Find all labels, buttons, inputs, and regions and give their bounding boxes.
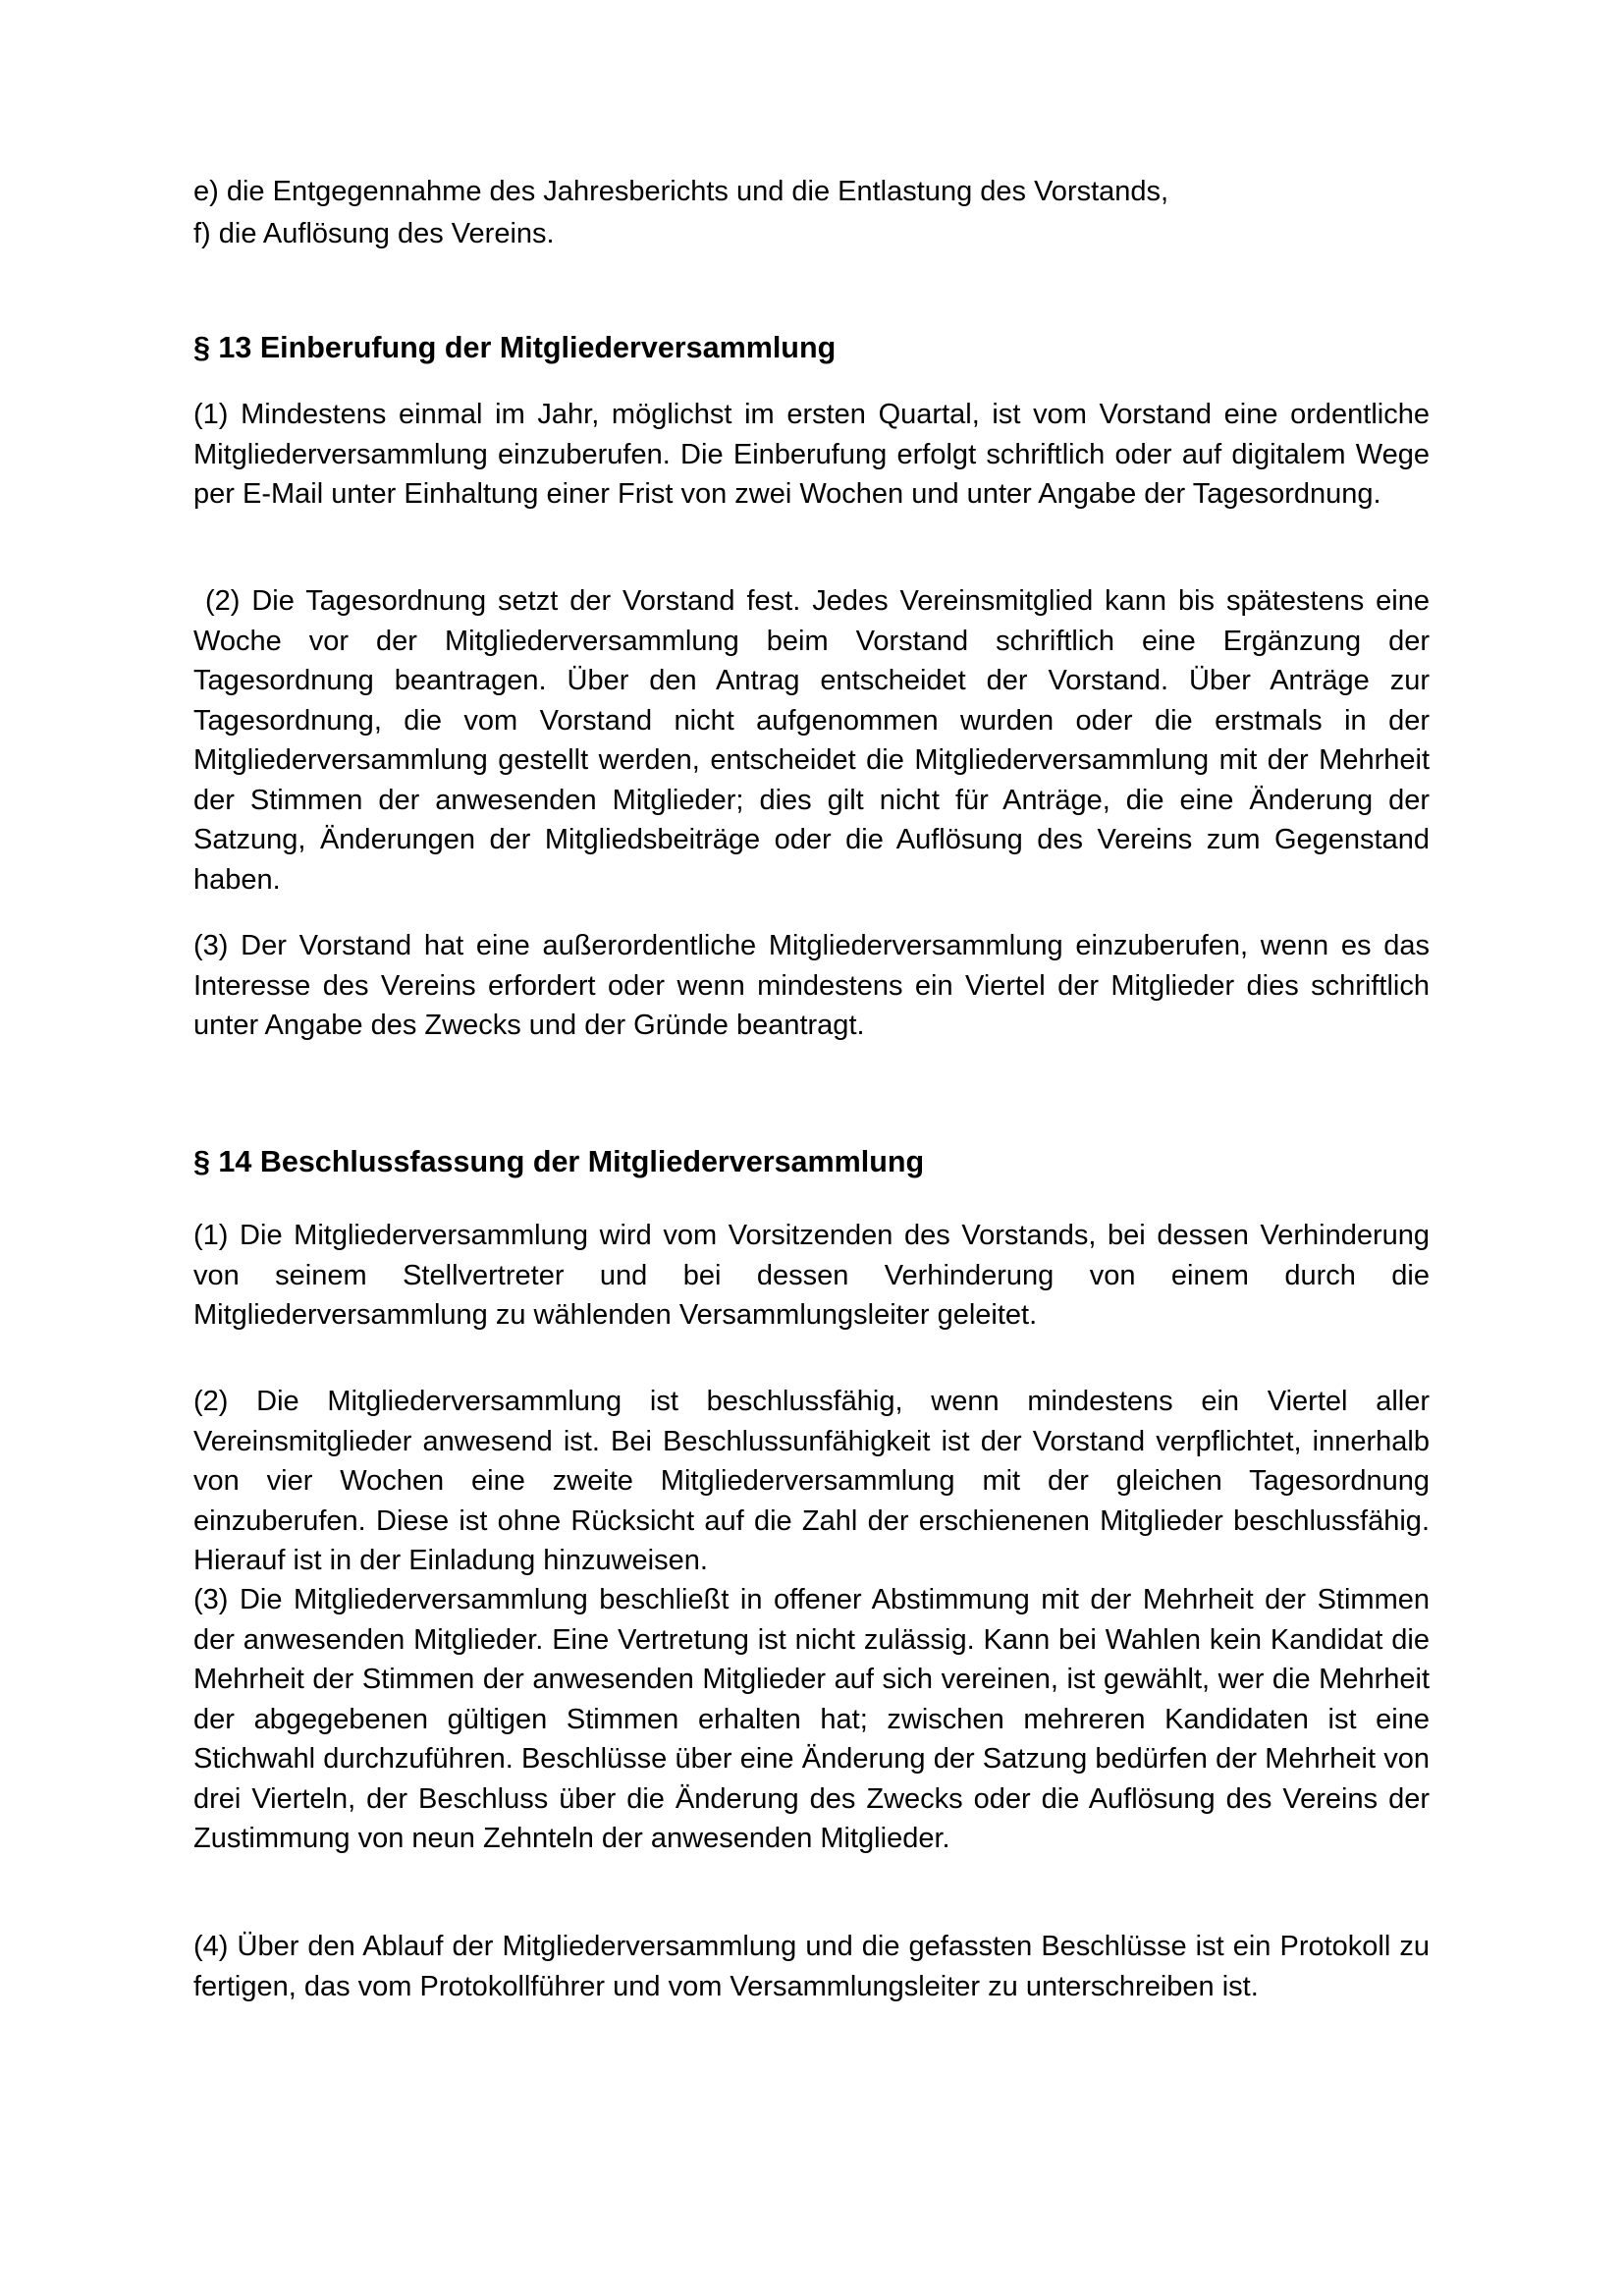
section-14-paragraph-1: (1) Die Mitgliederversammlung wird vom Vorsitzenden des Vorstands, bei dessen Verhinderung von seinem Stellvertreter und bei dessen Verhinderung von einem durch die Mitgliederversammlung zu wählenden Versammlungsleiter geleitet. [193,1220,1430,1331]
list-item-f: f) die Auflösung des Vereins. [193,218,555,249]
section-14-paragraph-3: (3) Die Mitgliederversammlung beschließt in offener Abstimmung mit der Mehrheit der Stimmen der anwesenden Mitglieder. Eine Vertretung ist nicht zulässig. Kann bei Wahlen kein Kandidat die Mehrheit der Stimmen der anwesenden Mitglieder auf sich vereinen, ist gewählt, wer die Mehrheit der abgegebenen gültigen Stimmen erhalten hat; zwischen mehreren Kandidaten ist eine Stichwahl durchzuführen. Beschlüsse über eine Änderung der Satzung bedürfen der Mehrheit von drei Vierteln, der Beschluss über die Änderung des Zwecks oder die Auflösung des Vereins der Zustimmung von neun Zehnteln der anwesenden Mitglieder. [193,1584,1430,1854]
section-heading-14: § 14 Beschlussfassung der Mitgliederversammlung [193,1145,925,1178]
section-13-paragraph-1: (1) Mindestens einmal im Jahr, möglichst im ersten Quartal, ist vom Vorstand eine ordentliche Mitgliederversammlung einzuberufen. Die Einberufung erfolgt schriftlich oder auf digitalem Wege per E-Mail unter Einhaltung einer Frist von zwei Wochen und unter Angabe der Tagesordnung. [193,399,1430,510]
section-14-paragraph-2: (2) Die Mitgliederversammlung ist beschlussfähig, wenn mindestens ein Viertel aller Vereinsmitglieder anwesend ist. Bei Beschlussunfähigkeit ist der Vorstand verpflichtet, innerhalb von vier Wochen eine zweite Mitgliederversammlung mit der gleichen Tagesordnung einzuberufen. Diese ist ohne Rücksicht auf die Zahl der erschienenen Mitglieder beschlussfähig. Hierauf ist in der Einladung hinzuweisen. [193,1386,1430,1576]
section-13-paragraph-2: (2) Die Tagesordnung setzt der Vorstand fest. Jedes Vereinsmitglied kann bis spätestens eine Woche vor der Mitgliederversammlung beim Vorstand schriftlich eine Ergänzung der Tagesordnung beantragen. Über den Antrag entscheidet der Vorstand. Über Anträge zur Tagesordnung, die vom Vorstand nicht aufgenommen wurden oder die erstmals in der Mitgliederversammlung gestellt werden, entscheidet die Mitgliederversammlung mit der Mehrheit der Stimmen der anwesenden Mitglieder; dies gilt nicht für Anträge, die eine Änderung der Satzung, Änderungen der Mitgliedsbeiträge oder die Auflösung des Vereins zum Gegenstand haben. [193,585,1438,896]
section-heading-13: § 13 Einberufung der Mitgliederversammlung [193,331,837,364]
section-14-paragraph-4: (4) Über den Ablauf der Mitgliederversammlung und die gefassten Beschlüsse ist ein Protokoll zu fertigen, das vom Protokollführer und vom Versammlungsleiter zu unterschreiben ist. [193,1931,1430,2002]
section-13-paragraph-3: (3) Der Vorstand hat eine außerordentliche Mitgliederversammlung einzuberufen, wenn es das Interesse des Vereins erfordert oder wenn mindestens ein Viertel der Mitglieder dies schriftlich unter Angabe des Zwecks und der Gründe beantragt. [193,930,1430,1041]
list-item-e: e) die Entgegennahme des Jahresberichts und die Entlastung des Vorstands, [193,176,1169,207]
